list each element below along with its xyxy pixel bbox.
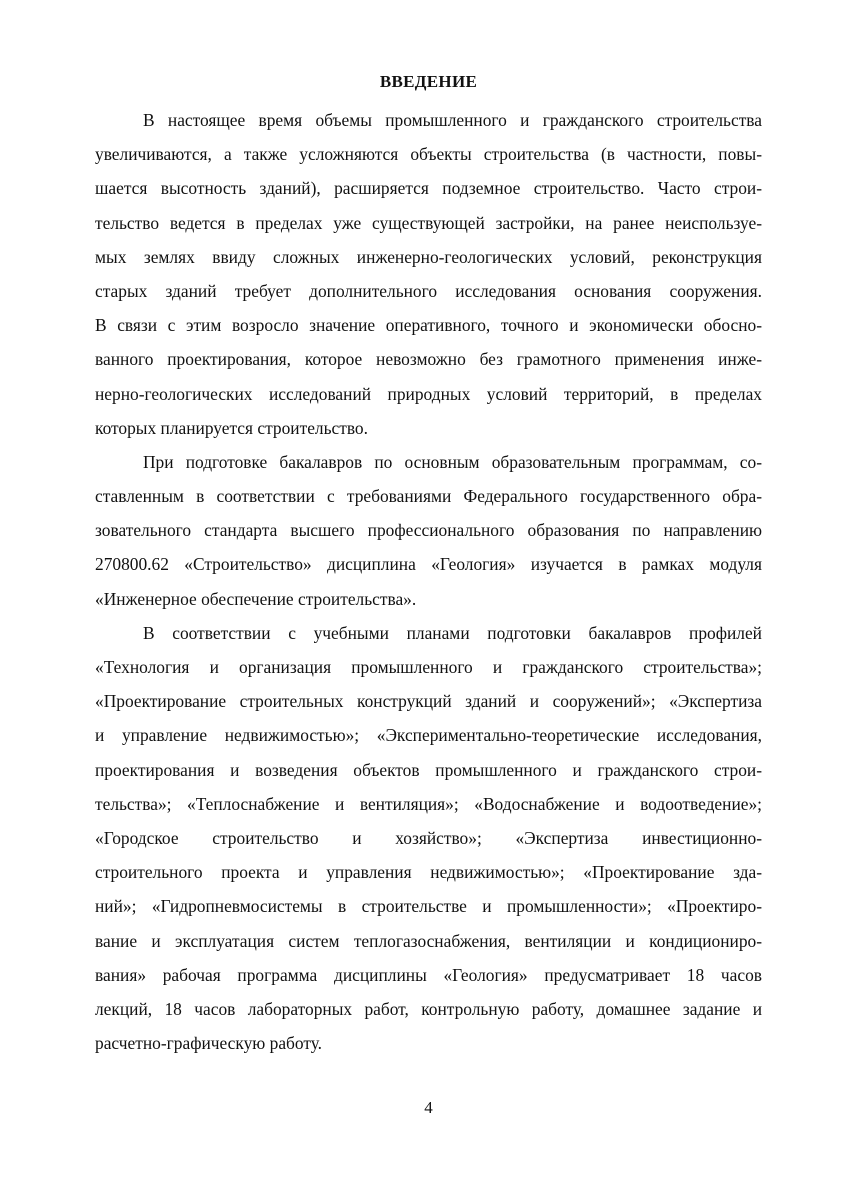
text-line: «Проектирование строительных конструкций зданий и сооружений»; «Экспертиза [95,691,762,712]
text-line: вания» рабочая программа дисциплины «Геология» предусматривает 18 часов [95,964,762,985]
text-line: ванного проектирования, которое невозможно без грамотного применения инже- [95,349,762,370]
text-line: вание и эксплуатация систем теплогазоснабжения, вентиляции и кондициониро- [95,930,762,951]
text-line: «Технология и организация промышленного и гражданского строительства»; [95,657,762,677]
text-line: тельства»; «Теплоснабжение и вентиляция»; «Водоснабжение и водоотведение»; [95,793,762,814]
paragraph-3 [95,616,762,1060]
text-line: старых зданий требует дополнительного исследования основания сооружения. [95,280,762,301]
paragraph-1 [95,103,762,445]
body-text [95,103,762,1060]
text-line: увеличиваются, а также усложняются объекты строительства (в частности, повы- [95,144,762,165]
page-title: ВВЕДЕНИЕ [379,72,478,91]
text-line: В настоящее время объемы промышленного и гражданского строительства [143,110,762,130]
text-line: 270800.62 «Строительство» дисциплина «Геология» изучается в рамках модуля [95,554,762,575]
text-line: шается высотность зданий), расширяется подземное строительство. Часто строи- [95,178,762,199]
text-line: ставленным в соответствии с требованиями Федерального государственного обра- [95,486,762,507]
text-line: В связи с этим возросло значение оперативного, точного и экономически обосно- [95,315,762,336]
text-line: расчетно-графическую работу. [95,1033,323,1054]
text-line: проектирования и возведения объектов промышленного и гражданского строи- [95,759,762,780]
text-line: «Инженерное обеспечение строительства». [95,588,417,609]
paragraph-2 [95,445,762,616]
text-line: тельство ведется в пределах уже существующей застройки, на ранее неиспользуе- [95,212,762,233]
text-line: ний»; «Гидропневмосистемы в строительстве и промышленности»; «Проектиро- [95,896,762,917]
text-line: строительного проекта и управления недвижимостью»; «Проектирование зда- [95,862,762,883]
text-line: При подготовке бакалавров по основным образовательным программам, со- [143,451,762,472]
text-line: зовательного стандарта высшего профессионального образования по направлению [95,520,762,541]
text-line: В соответствии с учебными планами подготовки бакалавров профилей [143,622,762,643]
page-number: 4 [424,1098,433,1117]
text-line: мых землях ввиду сложных инженерно-геологических условий, реконструкция [95,246,762,267]
text-line: и управление недвижимостью»; «Экспериментально-теоретические исследования, [95,725,762,746]
text-line: которых планируется строительство. [95,417,368,438]
text-line: «Городское строительство и хозяйство»; «Экспертиза инвестиционно- [95,827,762,848]
text-line: нерно-геологических исследований природных условий территорий, в пределах [95,383,762,404]
text-line: лекций, 18 часов лабораторных работ, контрольную работу, домашнее задание и [95,998,762,1019]
